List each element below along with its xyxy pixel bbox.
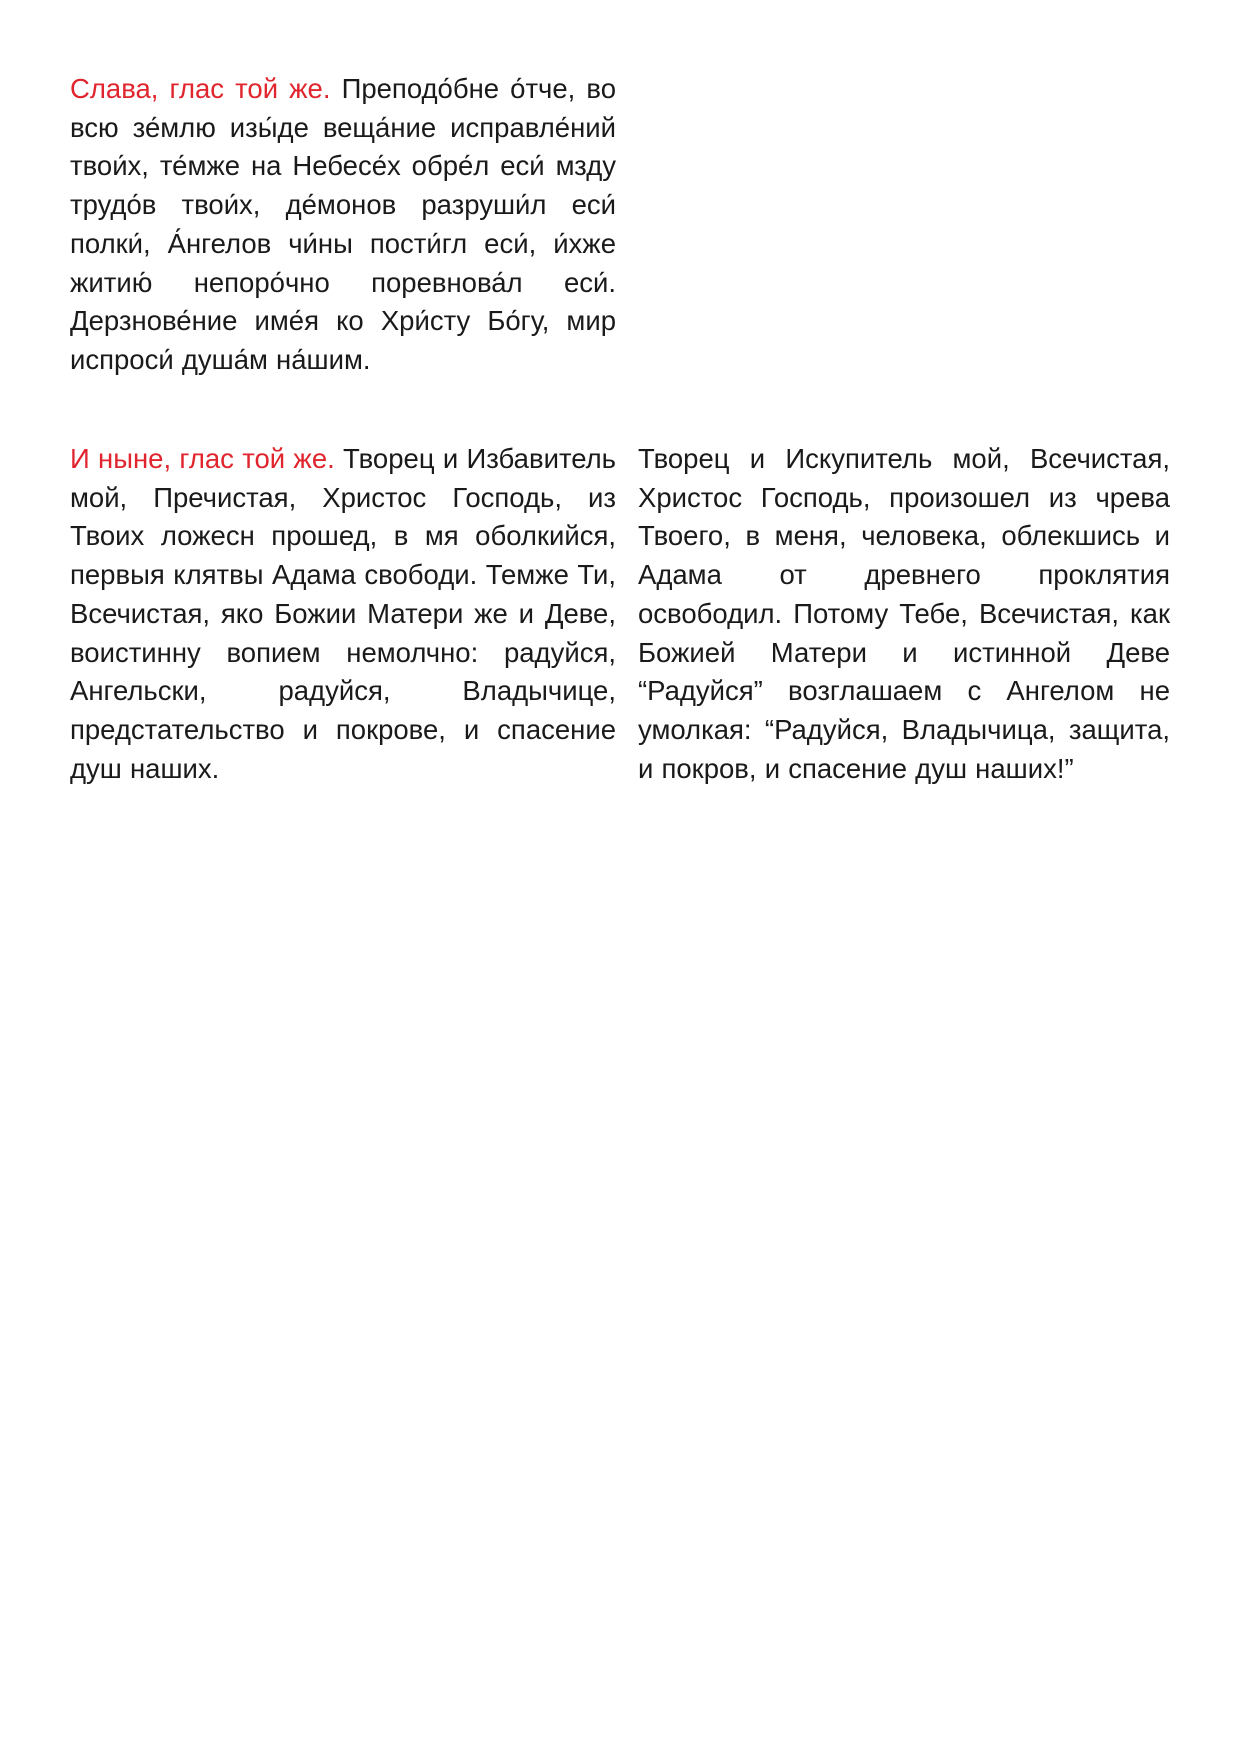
- now-rubric: И ныне, глас той же.: [70, 443, 335, 474]
- theotokion-text: Творец и Избавитель мой, Пречистая, Христос Господь, из Твоих ложесн прошед, в мя оболкийся, первыя клятвы Адама свободи. Темже Ти, Всечистая, яко Божии Матери же и Деве, воистинну вопием немолчно: радуйся, Ангельски, радуйся, Владычице, предстательство и покрове, и спасение душ наших.: [70, 443, 616, 784]
- glory-text: Преподо́бне о́тче, во всю зе́млю изы́де веща́ние исправле́ний твои́х, те́мже на Небесе́х обре́л еси́ мзду трудо́в твои́х, де́монов разруши́л еси́ полки́, А́нгелов чи́ны пости́гл еси́, и́хже житию́ непоро́чно поревнова́л еси́. Дерзнове́ние име́я ко Хри́сту Бо́гу, мир испроси́ душа́м на́шим.: [70, 73, 616, 375]
- glory-paragraph: [70, 70, 616, 380]
- theotokion-paragraph: [70, 440, 616, 788]
- glory-rubric: Слава, глас той же.: [70, 73, 331, 104]
- theotokion-translation: Творец и Искупитель мой, Всечистая, Христос Господь, произошел из чрева Твоего, в меня, человека, облекшись и Адама от древнего проклятия освободил. Потому Тебе, Всечистая, как Божией Матери и истинной Деве “Радуйся” возглашаем с Ангелом не умолкая: “Радуйся, Владычица, защита, и покров, и спасение душ наших!”: [638, 443, 1170, 784]
